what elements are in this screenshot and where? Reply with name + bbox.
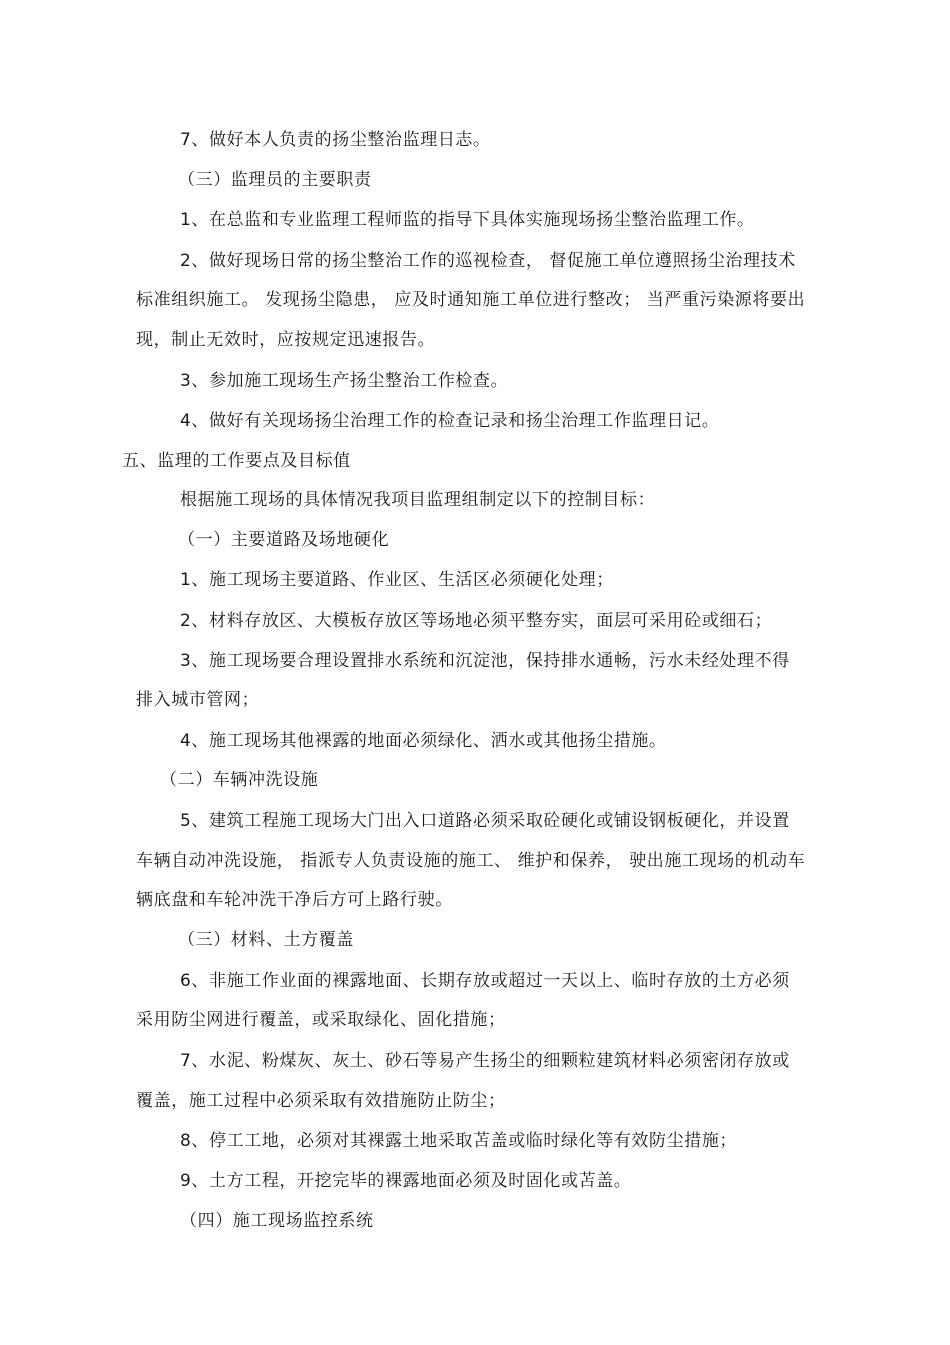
- text-line: 7、做好本人负责的扬尘整治监理日志。: [180, 130, 491, 150]
- text-line: 9、土方工程，开挖完毕的裸露地面必须及时固化或苫盖。: [180, 1171, 632, 1191]
- text-line: 1、施工现场主要道路、作业区、生活区必须硬化处理；: [180, 570, 614, 590]
- section-heading: （一）主要道路及场地硬化: [178, 530, 390, 550]
- section-heading: （二）车辆冲洗设施: [160, 770, 319, 790]
- text-line: 车辆自动冲洗设施， 指派专人负责设施的施工、 维护和保养， 驶出施工现场的机动车: [136, 851, 806, 871]
- text-line: 1、在总监和专业监理工程师监的指导下具体实施现场扬尘整治监理工作。: [180, 210, 755, 230]
- text-line: 采用防尘网进行覆盖，或采取绿化、固化措施；: [136, 1010, 506, 1030]
- text-line: 现，制止无效时，应按规定迅速报告。: [136, 330, 436, 350]
- text-line: 2、做好现场日常的扬尘整治工作的巡视检查， 督促施工单位遵照扬尘治理技术: [180, 251, 796, 271]
- section-heading: （三）监理员的主要职责: [178, 170, 372, 190]
- text-line: 7、水泥、粉煤灰、灰土、砂石等易产生扬尘的细颗粒建筑材料必须密闭存放或: [180, 1051, 790, 1071]
- text-line: 8、停工工地，必须对其裸露土地采取苫盖或临时绿化等有效防尘措施；: [180, 1131, 738, 1151]
- text-line: 根据施工现场的具体情况我项目监理组制定以下的控制目标：: [180, 490, 656, 510]
- text-line: 3、施工现场要合理设置排水系统和沉淀池，保持排水通畅，污水未经处理不得: [180, 651, 790, 671]
- section-heading: （四）施工现场监控系统: [180, 1211, 374, 1231]
- text-line: 2、材料存放区、大模板存放区等场地必须平整夯实，面层可采用砼或细石；: [180, 611, 773, 631]
- chapter-heading: 五、监理的工作要点及目标值: [122, 451, 351, 471]
- text-line: 3、参加施工现场生产扬尘整治工作检查。: [180, 371, 509, 391]
- text-line: 辆底盘和车轮冲洗干净后方可上路行驶。: [136, 890, 453, 910]
- text-line: 标准组织施工。 发现扬尘隐患， 应及时通知施工单位进行整改； 当严重污染源将要出: [136, 290, 806, 310]
- text-line: 覆盖，施工过程中必须采取有效措施防止防尘；: [136, 1091, 506, 1111]
- text-line: 5、建筑工程施工现场大门出入口道路必须采取砼硬化或铺设钢板硬化，并设置: [180, 811, 790, 831]
- section-heading: （三）材料、土方覆盖: [178, 930, 354, 950]
- text-line: 6、非施工作业面的裸露地面、长期存放或超过一天以上、临时存放的土方必须: [180, 971, 790, 991]
- text-line: 4、施工现场其他裸露的地面必须绿化、洒水或其他扬尘措施。: [180, 731, 667, 751]
- text-line: 4、做好有关现场扬尘治理工作的检查记录和扬尘治理工作监理日记。: [180, 411, 720, 431]
- text-line: 排入城市管网；: [136, 690, 260, 710]
